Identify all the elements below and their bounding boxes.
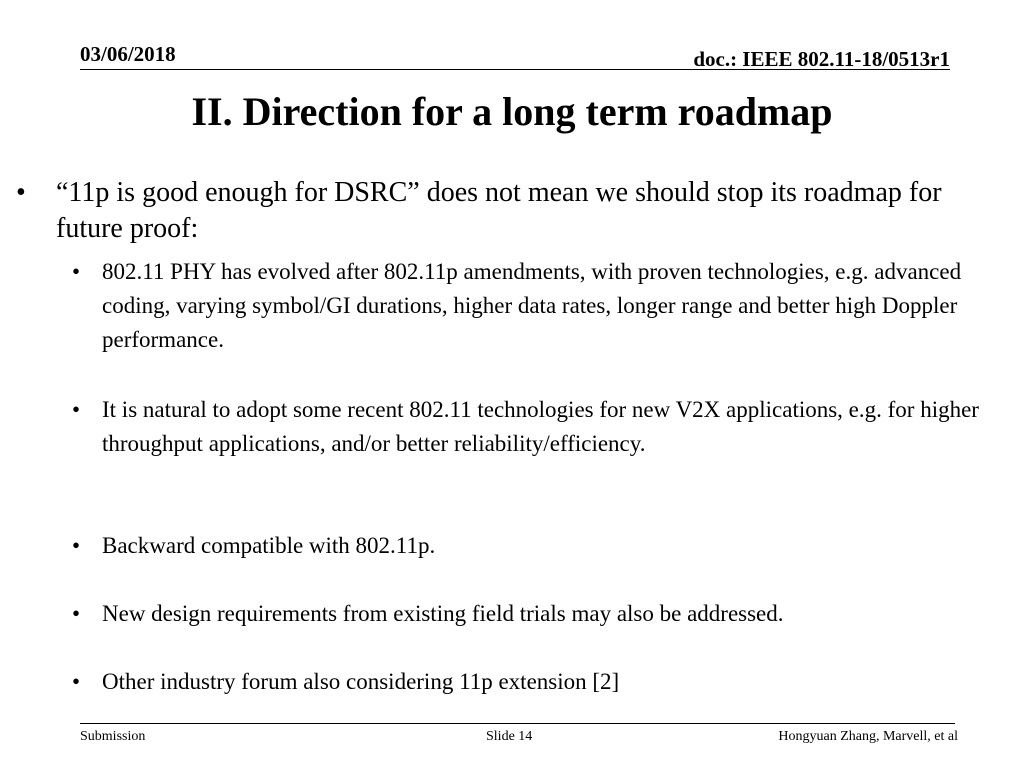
bullet-marker: • bbox=[72, 397, 81, 422]
bullet-marker: • bbox=[72, 601, 81, 626]
bullet-marker: • bbox=[72, 533, 81, 558]
footer-authors: Hongyuan Zhang, Marvell, et al bbox=[778, 729, 958, 744]
sub-bullet-text: It is natural to adopt some recent 802.11 technologies for new V2X applications, e.g. for higher throughput applications, and/or better reliability/efficiency. bbox=[102, 397, 979, 456]
bullet-marker: • bbox=[72, 259, 81, 284]
footer-divider bbox=[80, 723, 955, 724]
sub-bullet-text: Backward compatible with 802.11p. bbox=[102, 533, 436, 558]
bullet-main-text: “11p is good enough for DSRC” does not mean we should stop its roadmap for future proof: bbox=[56, 177, 942, 244]
sub-bullet bbox=[72, 665, 1012, 699]
header-divider bbox=[80, 69, 950, 70]
footer-slide-number: Slide 14 bbox=[486, 729, 533, 744]
sub-bullet-text: New design requirements from existing field trials may also be addressed. bbox=[102, 601, 784, 626]
bullet-marker: • bbox=[16, 177, 26, 208]
header-doc-id: doc.: IEEE 802.11-18/0513r1 bbox=[693, 47, 950, 71]
sub-bullet-text: Other industry forum also considering 11p extension [2] bbox=[102, 669, 620, 694]
sub-bullet bbox=[72, 597, 1012, 631]
footer-submission: Submission bbox=[80, 729, 146, 744]
bullet-main bbox=[16, 175, 976, 247]
sub-bullet bbox=[72, 255, 1012, 357]
sub-bullet-text: 802.11 PHY has evolved after 802.11p amendments, with proven technologies, e.g. advanced coding, varying symbol/GI durations, higher data rates, longer range and better high Doppler performance. bbox=[102, 259, 962, 352]
bullet-marker: • bbox=[72, 669, 81, 694]
sub-bullet bbox=[72, 529, 1012, 563]
slide-title: II. Direction for a long term roadmap bbox=[191, 89, 833, 134]
header-date: 03/06/2018 bbox=[80, 42, 176, 66]
sub-bullet bbox=[72, 393, 1012, 461]
